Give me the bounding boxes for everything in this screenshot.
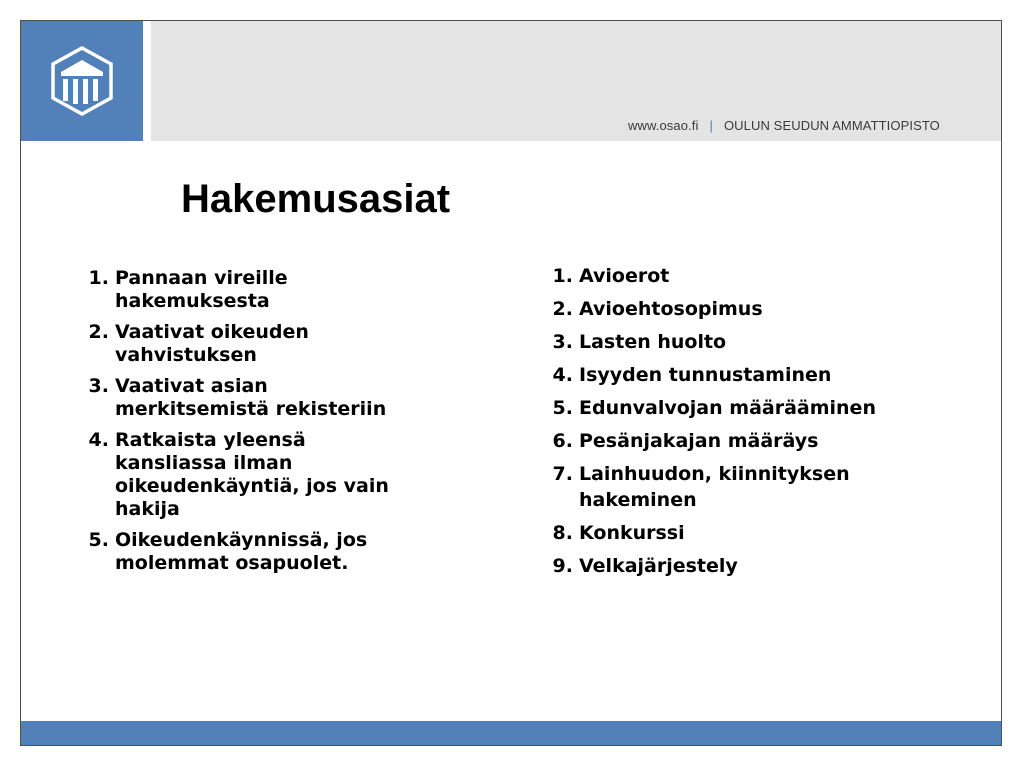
list-item	[549, 296, 889, 322]
list-item	[549, 428, 889, 454]
list-item-number: 9.	[552, 555, 573, 577]
list-item	[549, 329, 889, 355]
list-item	[85, 375, 415, 421]
list-item-number: 6.	[552, 430, 573, 452]
list-item-number: 2.	[552, 298, 573, 320]
header-text	[628, 118, 940, 133]
list-item-number: 5.	[88, 529, 109, 551]
footer-bar	[21, 721, 1001, 745]
header-separator: |	[709, 118, 713, 133]
list-item-text: Avioehtosopimus	[579, 298, 763, 320]
slide	[20, 20, 1002, 746]
list-item	[85, 267, 415, 313]
website-link[interactable]: www.osao.fi	[628, 118, 699, 133]
list-item-number: 2.	[88, 321, 109, 343]
list-item-text: Avioerot	[579, 265, 670, 287]
organization-name: OULUN SEUDUN AMMATTIOPISTO	[723, 118, 940, 133]
list-item-text: Isyyden tunnustaminen	[579, 364, 832, 386]
left-list	[85, 267, 415, 583]
list-item-number: 4.	[88, 429, 109, 451]
list-item	[549, 553, 889, 579]
list-item-number: 8.	[552, 522, 573, 544]
list-item-number: 1.	[88, 267, 109, 289]
list-item-text: Ratkaista yleensä kansliassa ilman oikeudenkäyntiä, jos vain hakija	[115, 429, 389, 520]
list-item-text: Vaativat asian merkitsemistä rekisteriin	[115, 375, 387, 420]
list-item-text: Velkajärjestely	[579, 555, 738, 577]
list-item-number: 4.	[552, 364, 573, 386]
list-item-text: Oikeudenkäynnissä, jos molemmat osapuolet.	[115, 529, 368, 574]
list-item	[549, 362, 889, 388]
list-item-text: Pannaan vireille hakemuksesta	[115, 267, 288, 312]
list-item-text: Lainhuudon, kiinnityksen hakeminen	[579, 463, 850, 511]
list-item	[549, 520, 889, 546]
list-item-number: 7.	[552, 463, 573, 485]
slide-title: Hakemusasiat	[181, 177, 451, 221]
list-item-number: 3.	[552, 331, 573, 353]
columns-building-icon	[48, 45, 116, 117]
list-item-text: Lasten huolto	[579, 331, 727, 353]
list-item-number: 1.	[552, 265, 573, 287]
list-item-text: Konkurssi	[579, 522, 685, 544]
list-item	[85, 529, 415, 575]
list-item-text: Vaativat oikeuden vahvistuksen	[115, 321, 309, 366]
list-item	[549, 461, 889, 513]
list-item	[549, 263, 889, 289]
list-item-text: Pesänjakajan määräys	[579, 430, 819, 452]
list-item	[85, 429, 415, 521]
list-item-text: Edunvalvojan määrääminen	[579, 397, 876, 419]
list-item-number: 5.	[552, 397, 573, 419]
list-item-number: 3.	[88, 375, 109, 397]
list-item	[85, 321, 415, 367]
logo-box	[21, 21, 143, 141]
right-list	[549, 263, 889, 586]
list-item	[549, 395, 889, 421]
